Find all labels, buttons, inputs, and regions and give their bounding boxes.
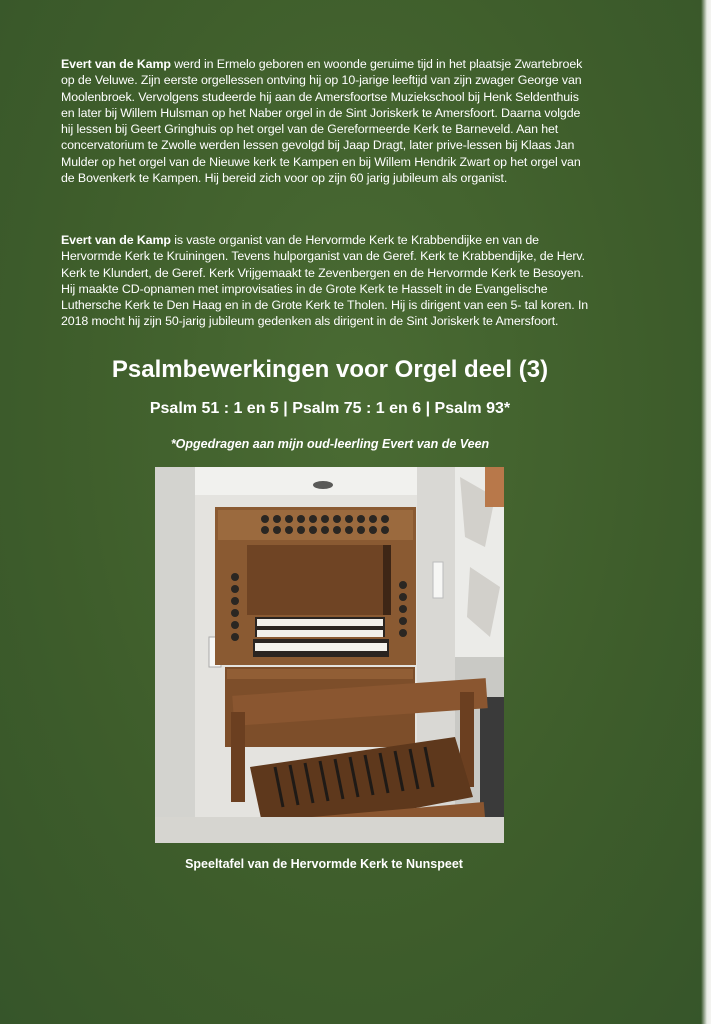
biography-text-1: werd in Ermelo geboren en woonde geruime tijd in het plaatsje Zwartebroek op de Veluwe. Zijn eerste orgellessen ontving hij op 10-jarige leeftijd van zijn zwager George van Moolenbroek. Vervolgens studeerde hij aan de Amersfoortse Muziekschool bij Henk Seldenthuis en later bij Willem Hulsman op het Naber orgel in de Sint Joriskerk te Amersfoort. Daarna volgde hij lessen bij Geert Gringhuis op het orgel van de Gereformeerde Kerk te Barneveld. Aan het concervatorium te Zwolle werden lessen gevolgd bij Jaap Dragt, later prive-lessen bij Klaas Jan Mulder op het orgel van de Nieuwe kerk te Kampen en bij Willem Hendrik Zwart op het orgel van de Bovenkerk te Kampen. Hij bereid zich voor op zijn 60 jarig jubileum als organist. bbox=[61, 57, 583, 186]
page-title: Psalmbewerkingen voor Orgel deel (3) bbox=[111, 356, 549, 383]
biography-paragraph-2 bbox=[61, 232, 591, 330]
biography-paragraph-1 bbox=[61, 56, 591, 186]
organ-console-photo bbox=[155, 467, 504, 843]
page-edge bbox=[701, 0, 711, 1024]
biography-text-2: is vaste organist van de Hervormde Kerk te Krabbendijke en van de Hervormde Kerk te Kruiningen. Tevens hulporganist van de Geref. Kerk te Krabbendijke, de Herv. Kerk te Klundert, de Geref. Kerk Vrijgemaakt te Zevenbergen en de Hervormde Kerk te Besoyen. Hij maakte CD-opnamen met improvisaties in de Grote Kerk te Hasselt in de Evangelische Luthersche Kerk te Den Haag en in de Grote Kerk te Tholen. Hij is dirigent van een 5- tal koren. In 2018 mocht hij zijn 50-jarig jubileum gedenken als dirigent in de Sint Joriskerk te Amersfoort. bbox=[61, 233, 589, 329]
dedication: *Opgedragen aan mijn oud-leerling Evert van de Veen bbox=[170, 437, 490, 451]
biography-name-1: Evert van de Kamp bbox=[61, 57, 171, 71]
psalm-list: Psalm 51 : 1 en 5 | Psalm 75 : 1 en 6 | Psalm 93* bbox=[149, 400, 511, 417]
photo-caption: Speeltafel van de Hervormde Kerk te Nunspeet bbox=[185, 857, 463, 871]
biography-name-2: Evert van de Kamp bbox=[61, 233, 171, 247]
